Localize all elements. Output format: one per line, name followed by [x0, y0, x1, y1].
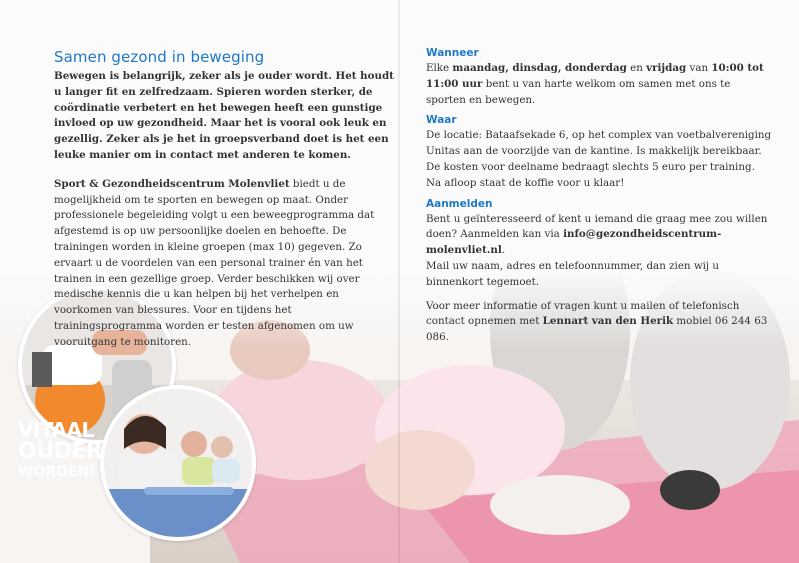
wanneer-heading: Wanneer	[426, 47, 479, 59]
aanmelden-text-1: Bent u geïnteresseerd of kent u iemand die graag mee zou willen doen? Aanmelden kan via	[426, 212, 768, 241]
circle-photo-group	[100, 385, 256, 541]
contact-name: Lennart van den Herik	[542, 315, 674, 328]
wanneer-text-3: van	[686, 62, 712, 74]
logo-line-3: WORDEN!	[18, 464, 96, 480]
contact-paragraph	[426, 299, 772, 346]
group-exercise-image	[104, 389, 252, 537]
vitaal-ouder-worden-logo	[18, 418, 103, 483]
waar-paragraph: De locatie: Bataafsekade 6, op het complex van voetbalvereniging Unitas aan de voorzijde van de kantine. Is makkelijk bereikbaar. De kosten voor deelname bedraagt slechts 5 euro per training. Na afloop staat de koffie voor u klaar!	[426, 129, 772, 189]
page-title: Samen gezond in beweging	[54, 48, 265, 66]
aanmelden-paragraph	[426, 212, 772, 291]
contact-text-1: Voor meer informatie of vragen kunt u mailen of telefonisch contact opnemen met	[426, 299, 740, 328]
body-paragraph	[54, 177, 400, 351]
logo-line-1: VITAAL	[18, 418, 94, 442]
wanneer-text-4: bent u van harte welkom om samen met ons te sporten en bewegen.	[426, 77, 731, 106]
org-name: Sport & Gezondheidscentrum Molenvliet	[54, 177, 290, 190]
contact-text-2: mobiel 06 244 63 086.	[426, 315, 768, 344]
left-column	[54, 48, 400, 351]
logo-line-2: OUDER	[18, 439, 103, 464]
body-text: biedt u de mogelijkheid om te sporten en bewegen op maat. Onder professionele begeleiding volgt u een beweegprogramma dat afgestemd is op uw persoonlijke doelen en behoefte. De trainingen worden in kleine groepen (max 10) gegeven. Zo ervaart u de voordelen van een personal trainer én van het trainen in een gezellige groep. Verder beschikken wij over medische kennis die u kan helpen bij het verhelpen en voorkomen van blessures. Voor en tijdens het trainingsprogramma worden er testen afgenomen om uw vooruitgang te monitoren.	[54, 177, 375, 348]
email-link[interactable]: info@gezondheidscentrum-molenvliet.nl	[426, 228, 722, 257]
aanmelden-text-3: Mail uw naam, adres en telefoonnummer, dan zien wij u binnenkort tegemoet.	[426, 259, 720, 288]
wanneer-text-2: en	[626, 62, 647, 74]
waar-heading: Waar	[426, 114, 457, 127]
wanneer-text-1: Elke	[426, 62, 453, 74]
wanneer-days-1: maandag, dinsdag, donderdag	[452, 62, 627, 74]
aanmelden-heading: Aanmelden	[426, 197, 493, 210]
wanneer-days-2: vrijdag	[646, 62, 687, 74]
wanneer-time: 10:00 tot 11:00 uur	[426, 62, 764, 90]
wanneer-paragraph	[426, 61, 772, 108]
intro-paragraph: Bewegen is belangrijk, zeker als je ouder wordt. Het houdt u langer fit en zelfredzaam. Spieren worden sterker, de coördinatie verbetert en het bewegen heeft een gunstige invloed op uw gezondheid. Maar het is vooral ook leuk en gezellig. Zeker als je het in groepsverband doet is het een leuke manier om in contact met anderen te komen.	[54, 70, 394, 161]
aanmelden-text-2: .	[501, 244, 506, 257]
right-column	[426, 46, 772, 351]
